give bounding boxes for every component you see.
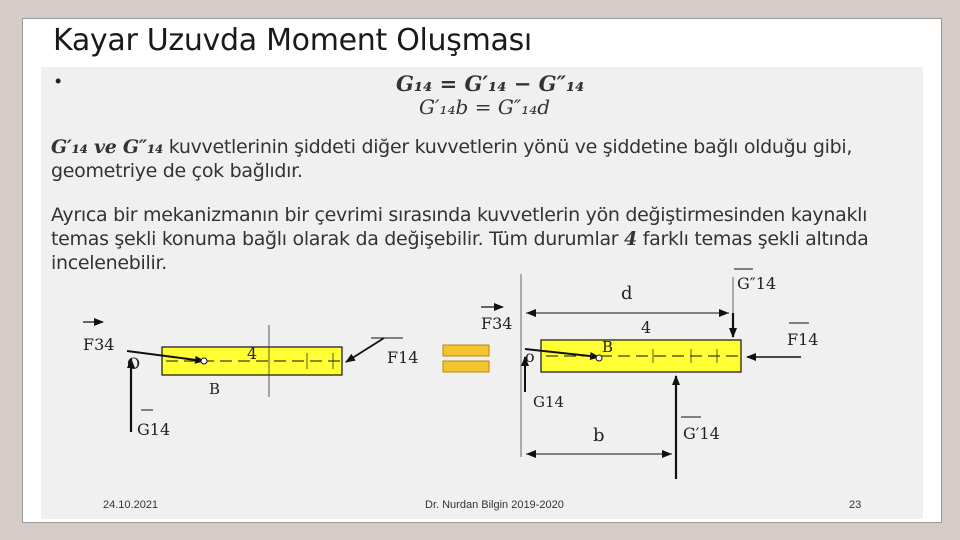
right-d-label: d: [621, 283, 633, 304]
footer-author: Dr. Nurdan Bilgin 2019-2020: [425, 499, 564, 511]
paragraph-2-number: 4: [624, 228, 637, 250]
right-4-label: 4: [641, 318, 652, 337]
left-slider-diagram: [83, 322, 418, 439]
right-d-arrow-left: [526, 309, 536, 317]
right-g14-d-label: G′14: [683, 424, 720, 443]
paragraph-1-text: kuvvetlerinin şiddeti diğer kuvvetlerin yönü ve şiddetine bağlı olduğu gibi, geometriye de çok bağlıdır.: [51, 136, 853, 182]
right-o-label: o: [525, 347, 535, 366]
paragraph-1-formula: G′₁₄ ve G″₁₄: [51, 136, 163, 158]
right-d-arrow-right: [719, 309, 729, 317]
right-b-arrow-left: [526, 450, 536, 458]
equation-1: G₁₄ = G′₁₄ − G″₁₄: [396, 71, 585, 96]
bullet: •: [55, 71, 62, 91]
left-g14-label: G14: [137, 420, 171, 439]
right-b-arrow-right: [662, 450, 672, 458]
equals-sign: [443, 345, 489, 372]
equals-bar-bottom: [443, 361, 489, 372]
content-area: [41, 67, 923, 519]
left-4-label: 4: [247, 344, 258, 363]
left-f14-arrow: [346, 338, 384, 362]
left-f14-label: F14: [387, 348, 419, 367]
paragraph-2-text-before: Ayrıca bir mekanizmanın bir çevrimi sırasında kuvvetlerin yön değiştirmesinden kaynaklı temas şekli konuma bağlı olarak da değişebilir. Tüm durumlar: [51, 204, 868, 250]
right-g14-small-label: G14: [533, 393, 565, 411]
left-b-point: [201, 358, 207, 364]
right-slider-diagram: [481, 269, 818, 479]
right-b-point-label: B: [602, 338, 614, 356]
right-b-label: b: [593, 425, 605, 446]
paragraph-2-text-after: farklı temas şekli altında incelenebilir.: [51, 228, 869, 274]
left-f34-label: F34: [83, 335, 115, 354]
equation-2: G′₁₄b = G″₁₄d: [419, 95, 551, 119]
left-o-label: O: [127, 354, 141, 373]
force-diagram: [41, 67, 923, 519]
footer-page-number: 23: [849, 499, 862, 511]
slide: [22, 18, 942, 523]
right-f14-label: F14: [787, 330, 819, 349]
footer-date: 24.10.2021: [103, 499, 159, 511]
right-f34-label: F34: [481, 314, 513, 333]
equals-bar-top: [443, 345, 489, 356]
right-g14-dd-label: G″14: [737, 274, 777, 293]
slide-title: Kayar Uzuvda Moment Oluşması: [53, 23, 532, 58]
left-b-label: B: [209, 380, 221, 398]
